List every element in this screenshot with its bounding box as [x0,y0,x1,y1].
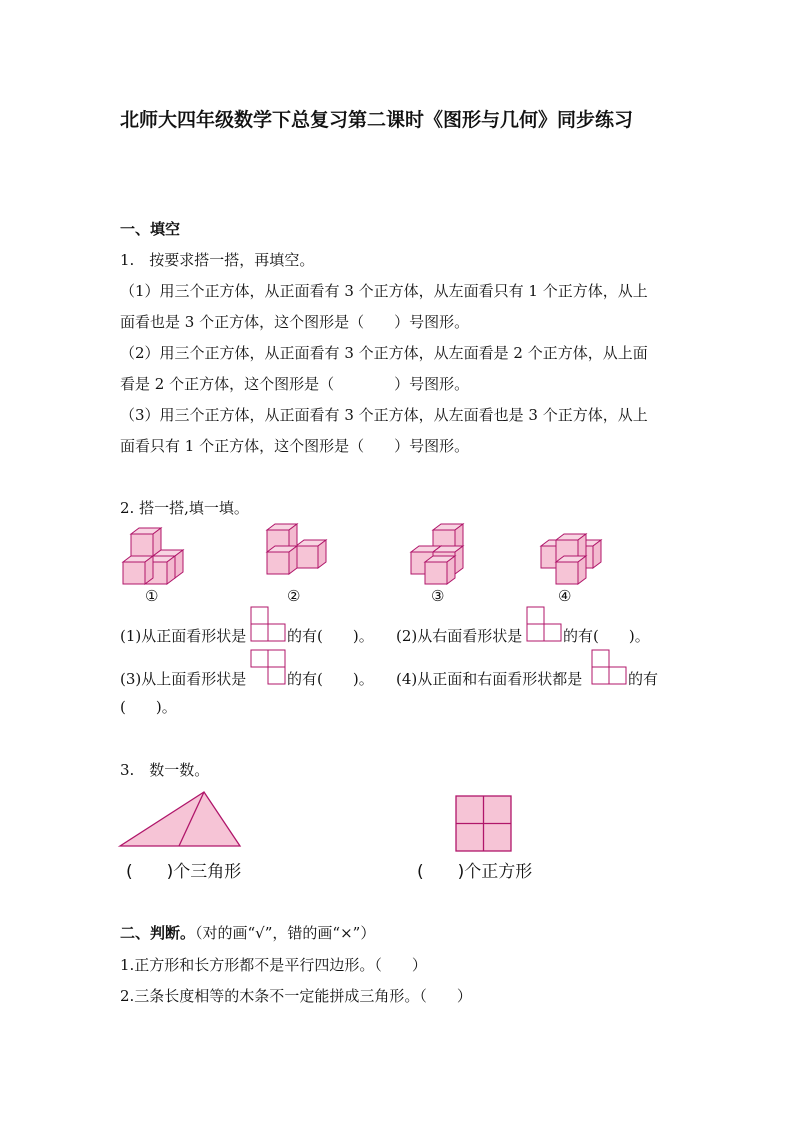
figure-label-1: ① [145,587,159,605]
page-title: 北师大四年级数学下总复习第二课时《图形与几何》同步练习 [120,109,634,131]
figure-2 [267,524,326,574]
q2-c-prefix: (3)从上面看形状是 [120,670,247,688]
section-2-heading [120,922,375,943]
q2-b-suffix: 的有( )。 [563,627,650,645]
q2-b-prefix: (2)从右面看形状是 [396,627,523,645]
section-2-note: （对的画“√”，错的画“×”） [195,924,376,942]
section-1-heading: 一、填空 [120,220,181,238]
figure-3 [411,524,463,584]
triangle-figure [120,792,240,846]
q3-stem: 3. 数一数。 [120,761,210,779]
figure-1 [123,528,183,584]
q1-part3-line1: （3）用三个正方体，从正面看有 3 个正方体，从左面看也是 3 个正方体，从上 [120,406,648,424]
judge-item-2: 2.三条长度相等的木条不一定能拼成三角形。（ ） [120,987,472,1005]
q2-stem: 2. 搭一搭,填一填。 [120,499,249,517]
q1-part1-line1: （1）用三个正方体，从正面看有 3 个正方体，从左面看只有 1 个正方体，从上 [120,282,648,300]
square-caption: ( )个正方形 [417,862,533,882]
q1-part1-line2: 面看也是 3 个正方体，这个图形是（ ）号图形。 [120,313,470,331]
q2-d-line2: ( )。 [120,698,177,716]
figure-label-3: ③ [431,587,445,605]
q2-a-suffix: 的有( )。 [287,627,374,645]
figure-label-4: ④ [558,587,572,605]
q2-d-suffix: 的有 [628,670,659,688]
q1-part3-line2: 面看只有 1 个正方体，这个图形是（ ）号图形。 [120,437,470,455]
judge-item-1: 1.正方形和长方形都不是平行四边形。（ ） [120,956,427,974]
q2-a-prefix: (1)从正面看形状是 [120,627,247,645]
square-figure [456,796,511,851]
q1-part2-line1: （2）用三个正方体，从正面看有 3 个正方体，从左面看是 2 个正方体，从上面 [120,344,648,362]
q2-d-prefix: (4)从正面和右面看形状都是 [396,670,583,688]
triangle-caption: ( )个三角形 [126,862,242,882]
section-2-title: 二、判断。 [120,924,196,942]
q2-c-suffix: 的有( )。 [287,670,374,688]
figure-4 [541,534,601,584]
figure-label-2: ② [287,587,301,605]
q1-stem: 1. 按要求搭一搭，再填空。 [120,251,315,269]
q1-part2-line2: 看是 2 个正方体，这个图形是（ ）号图形。 [120,375,470,393]
